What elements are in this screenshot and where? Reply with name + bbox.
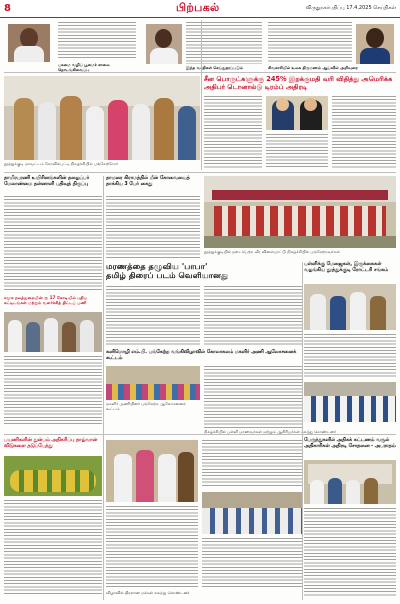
article-text	[4, 500, 102, 596]
article-text	[4, 196, 102, 292]
divider	[4, 434, 396, 435]
article-text	[186, 22, 262, 64]
byline: பசுமை வழிப் பூமைச் சாலை தொடங்கிவைப்பு	[58, 62, 110, 72]
article-text	[266, 134, 328, 168]
bus-inspection-photo	[304, 460, 396, 504]
article-text	[106, 196, 200, 258]
byline: இந்த வசதிகள் செய்துதரப்படும்	[186, 65, 243, 70]
article-text	[268, 22, 352, 62]
portrait-photo-3	[356, 24, 394, 64]
students-photo	[304, 382, 396, 422]
right-headline-1: பள்ளிக்கு மேஜைகள், இருக்கைகள் வழங்கிய தூத்துக்குடி ரோட்டரி சங்கம்	[304, 261, 389, 273]
photo-caption: மகளிர் அணியினர் பங்கேற்ற ஆலோசனைக் கூட்டம்	[106, 401, 186, 411]
divider	[4, 172, 396, 173]
left-headline-3: பயணிகளின் துன்பம் அதிகரிப்பு தாழ்வான் விடுகளை தடுப்பேத்து	[4, 438, 98, 449]
leaders-photo	[266, 96, 328, 130]
newspaper-brand: பிற்பகல்	[176, 1, 220, 14]
article-text	[58, 22, 136, 60]
fruit-stall-photo	[4, 456, 102, 496]
masthead	[0, 0, 400, 18]
portrait-photo-1	[8, 24, 50, 62]
article-text	[204, 366, 302, 428]
right-headline-2: பேருந்துகளில் அதிகக் கட்டணம் வசூல் அதிகாரிகள் அதிரடி சோதனை - அபராதம்	[304, 438, 396, 449]
article-text	[332, 96, 396, 168]
left-headline-1: தாமிரபரணி உயிரினங்களின் தழைப்பர் மேலாண்மை தன்னாளி பதிவுத் திருப்பு	[4, 176, 90, 187]
film-headline	[106, 262, 300, 281]
column-divider	[302, 262, 303, 600]
stage-photo	[106, 440, 198, 502]
article-text	[106, 286, 200, 346]
film-headline-line-1: மரணத்தை தழுவிய 'பாபா'	[106, 261, 208, 271]
lead-headline: சீன பொருட்களுக்கு 245% இறக்குமதி வரி விதித்து அமெரிக்க அதிபர் டொனால்டு டிரம்ப் அதிரடி	[204, 75, 393, 91]
mid-headline-2: கனிமொழி எம்.பி. பங்கேற்ற வங்கிவிழாவில் கோலாகலம் மகளிர் அணி ஆலோசனைக் கூட்டம்	[106, 350, 297, 361]
page-number: 8	[4, 3, 11, 14]
officials-photo	[4, 312, 102, 352]
school-photo	[304, 284, 396, 330]
article-text	[202, 538, 302, 588]
dateline: விருதுநகர்பதிப்பு 17.4.2025 செய்திகள்	[305, 5, 396, 11]
sports-event-photo	[204, 176, 396, 248]
article-text	[204, 96, 262, 168]
article-text	[304, 508, 396, 596]
meeting-photo	[106, 366, 200, 400]
article-text	[4, 356, 102, 426]
photo-caption: நிகழ்ச்சியில் பள்ளி மாணவர்கள் மற்றும் ஆசிரியர்கள் கலந்து கொண்டனர்	[204, 429, 337, 434]
article-text	[204, 286, 302, 346]
police-event-photo	[4, 76, 200, 160]
article-text	[106, 506, 198, 588]
photo-caption: தூத்துக்குடி மாவட்டம் கோவில்பட்டி நிகழ்ச்சியில் பங்கேற்றோர்	[4, 161, 119, 166]
left-headline-2: சமூக நலத்துறையின் ரூ 17 கோடியில் புதிய கட்டிடங்கள் மற்றும் வளர்ச்சித் திட்டப் பணி	[4, 295, 88, 305]
column-divider	[103, 176, 104, 600]
film-headline-line-2: தமிழ் திரைப் படம் வெளியானது	[106, 270, 229, 281]
portrait-photo-2	[146, 24, 182, 64]
divider	[4, 72, 396, 73]
mid-headline-1: தாமரை கிராமத்தில் மீன் கோவையைத் தாக்கிய 3 பேர் கைது	[106, 176, 190, 187]
byline: சிவகாசியில் உலக திருமணம் ஆய்வில் அறிவுரை	[268, 65, 358, 70]
photo-caption: விழாவில் திரளான மக்கள் கலந்து கொண்டனர்	[106, 590, 190, 595]
ceremony-photo	[202, 492, 302, 534]
article-text	[202, 440, 302, 488]
article-text	[304, 334, 396, 378]
photo-caption: தூத்துக்குடியில் நடைபெற்ற வீர விளையாட்டு நிகழ்ச்சியில் பங்கேற்றவர்கள்	[204, 249, 340, 254]
column-divider	[201, 20, 202, 170]
